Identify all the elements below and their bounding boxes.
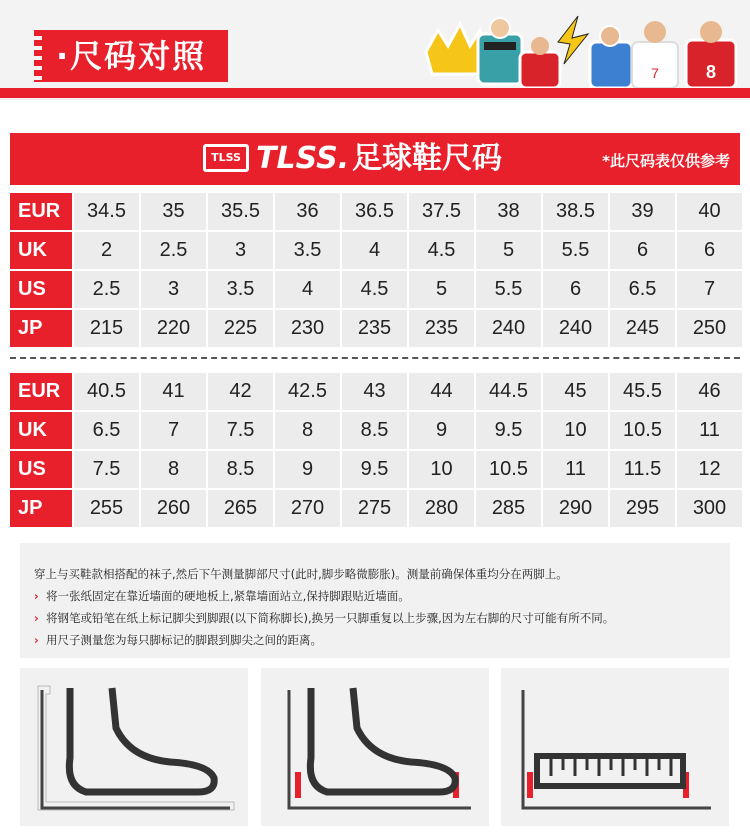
size-cell: 4.5 — [409, 232, 474, 269]
size-chart-header — [10, 133, 740, 185]
size-cell: 40.5 — [74, 373, 139, 410]
size-cell: 3.5 — [208, 271, 273, 308]
size-cell: 46 — [677, 373, 742, 410]
size-cell: 225 — [208, 310, 273, 347]
size-cell: 43 — [342, 373, 407, 410]
table-row — [10, 271, 740, 308]
table-row — [10, 193, 740, 230]
size-cell: 260 — [141, 490, 206, 527]
banner-stripe — [0, 88, 750, 98]
size-cell: 44 — [409, 373, 474, 410]
size-cell: 10.5 — [476, 451, 541, 488]
size-cell: 5.5 — [476, 271, 541, 308]
size-cell: 38.5 — [543, 193, 608, 230]
size-cell: 42.5 — [275, 373, 340, 410]
size-cell: 235 — [342, 310, 407, 347]
size-cell: 12 — [677, 451, 742, 488]
size-cell: 10 — [543, 412, 608, 449]
size-cell: 285 — [476, 490, 541, 527]
instruction-intro: 穿上与买鞋款相搭配的袜子,然后下午测量脚部尺寸(此时,脚步略微膨胀)。测量前确保体重均分在两脚上。 — [34, 567, 568, 581]
section-title: ·尺码对照 — [42, 30, 228, 82]
size-cell: 7 — [141, 412, 206, 449]
size-cell: 9.5 — [476, 412, 541, 449]
size-cell: 8.5 — [342, 412, 407, 449]
row-label: JP — [10, 490, 72, 527]
size-cell: 34.5 — [74, 193, 139, 230]
table-row — [10, 373, 740, 410]
row-label: EUR — [10, 193, 72, 230]
size-cell: 290 — [543, 490, 608, 527]
row-label: EUR — [10, 373, 72, 410]
size-cell: 8.5 — [208, 451, 273, 488]
size-cell: 255 — [74, 490, 139, 527]
measuring-instructions — [20, 543, 730, 658]
table-row — [10, 490, 740, 527]
size-cell: 5 — [409, 271, 474, 308]
table-divider — [10, 357, 740, 359]
size-cell: 2 — [74, 232, 139, 269]
size-cell: 265 — [208, 490, 273, 527]
size-cell: 240 — [476, 310, 541, 347]
size-table-2 — [10, 373, 740, 525]
size-cell: 3.5 — [275, 232, 340, 269]
size-cell: 10.5 — [610, 412, 675, 449]
table-row — [10, 310, 740, 347]
size-cell: 3 — [141, 271, 206, 308]
row-label: UK — [10, 412, 72, 449]
size-cell: 4.5 — [342, 271, 407, 308]
row-label: UK — [10, 232, 72, 269]
size-cell: 215 — [74, 310, 139, 347]
size-cell: 36 — [275, 193, 340, 230]
size-cell: 7.5 — [74, 451, 139, 488]
size-cell: 38 — [476, 193, 541, 230]
step-3-ruler-measure-illustration — [501, 668, 729, 826]
size-cell: 6.5 — [610, 271, 675, 308]
size-cell: 11 — [543, 451, 608, 488]
svg-text:7: 7 — [651, 65, 659, 81]
size-cell: 9 — [275, 451, 340, 488]
table-row — [10, 412, 740, 449]
size-cell: 35.5 — [208, 193, 273, 230]
step-2-mark-heel-illustration — [261, 668, 489, 826]
size-cell: 40 — [677, 193, 742, 230]
row-label: US — [10, 271, 72, 308]
size-cell: 250 — [677, 310, 742, 347]
size-cell: 6.5 — [74, 412, 139, 449]
table-row — [10, 232, 740, 269]
size-cell: 9 — [409, 412, 474, 449]
size-cell: 280 — [409, 490, 474, 527]
size-cell: 37.5 — [409, 193, 474, 230]
size-cell: 45.5 — [610, 373, 675, 410]
size-cell: 240 — [543, 310, 608, 347]
size-cell: 2.5 — [74, 271, 139, 308]
size-cell: 7 — [677, 271, 742, 308]
size-cell: 300 — [677, 490, 742, 527]
size-cell: 6 — [610, 232, 675, 269]
size-cell: 4 — [275, 271, 340, 308]
table-row — [10, 451, 740, 488]
size-cell: 220 — [141, 310, 206, 347]
size-cell: 35 — [141, 193, 206, 230]
size-table-1 — [10, 193, 740, 345]
football-stickers-illustration — [418, 12, 748, 92]
size-cell: 42 — [208, 373, 273, 410]
size-cell: 295 — [610, 490, 675, 527]
chevron-right-icon: › — [34, 589, 39, 603]
row-label: JP — [10, 310, 72, 347]
chevron-right-icon: › — [34, 633, 39, 647]
chart-title: 足球鞋尺码 — [352, 141, 502, 176]
size-cell: 5 — [476, 232, 541, 269]
size-cell: 270 — [275, 490, 340, 527]
size-cell: 45 — [543, 373, 608, 410]
size-cell: 8 — [275, 412, 340, 449]
size-cell: 6 — [543, 271, 608, 308]
size-cell: 36.5 — [342, 193, 407, 230]
size-cell: 6 — [677, 232, 742, 269]
instruction-step: › 用尺子测量您为每只脚标记的脚跟到脚尖之间的距离。 — [34, 629, 730, 651]
size-cell: 4 — [342, 232, 407, 269]
top-banner — [0, 0, 750, 100]
instruction-step: › 将钢笔或铅笔在纸上标记脚尖到脚跟(以下简称脚长),换另一只脚重复以上步骤,因为左右脚的尺寸可能有所不同。 — [34, 607, 730, 629]
size-cell: 44.5 — [476, 373, 541, 410]
size-cell: 10 — [409, 451, 474, 488]
size-cell: 41 — [141, 373, 206, 410]
size-cell: 230 — [275, 310, 340, 347]
instruction-step: › 将一张纸固定在靠近墙面的硬地板上,紧靠墙面站立,保持脚跟贴近墙面。 — [34, 585, 730, 607]
size-cell: 7.5 — [208, 412, 273, 449]
reference-note: *此尺码表仅供参考 — [602, 152, 730, 170]
size-cell: 9.5 — [342, 451, 407, 488]
svg-text:8: 8 — [705, 62, 717, 82]
size-cell: 11 — [677, 412, 742, 449]
size-cell: 235 — [409, 310, 474, 347]
size-cell: 8 — [141, 451, 206, 488]
size-cell: 2.5 — [141, 232, 206, 269]
size-cell: 3 — [208, 232, 273, 269]
size-cell: 11.5 — [610, 451, 675, 488]
chevron-right-icon: › — [34, 611, 39, 625]
row-label: US — [10, 451, 72, 488]
brand-name: TLSS. — [256, 141, 350, 176]
size-cell: 275 — [342, 490, 407, 527]
size-cell: 5.5 — [543, 232, 608, 269]
size-cell: 245 — [610, 310, 675, 347]
size-cell: 39 — [610, 193, 675, 230]
step-1-foot-against-wall-illustration — [20, 668, 248, 826]
brand-logo-icon: TLSS — [203, 144, 249, 172]
